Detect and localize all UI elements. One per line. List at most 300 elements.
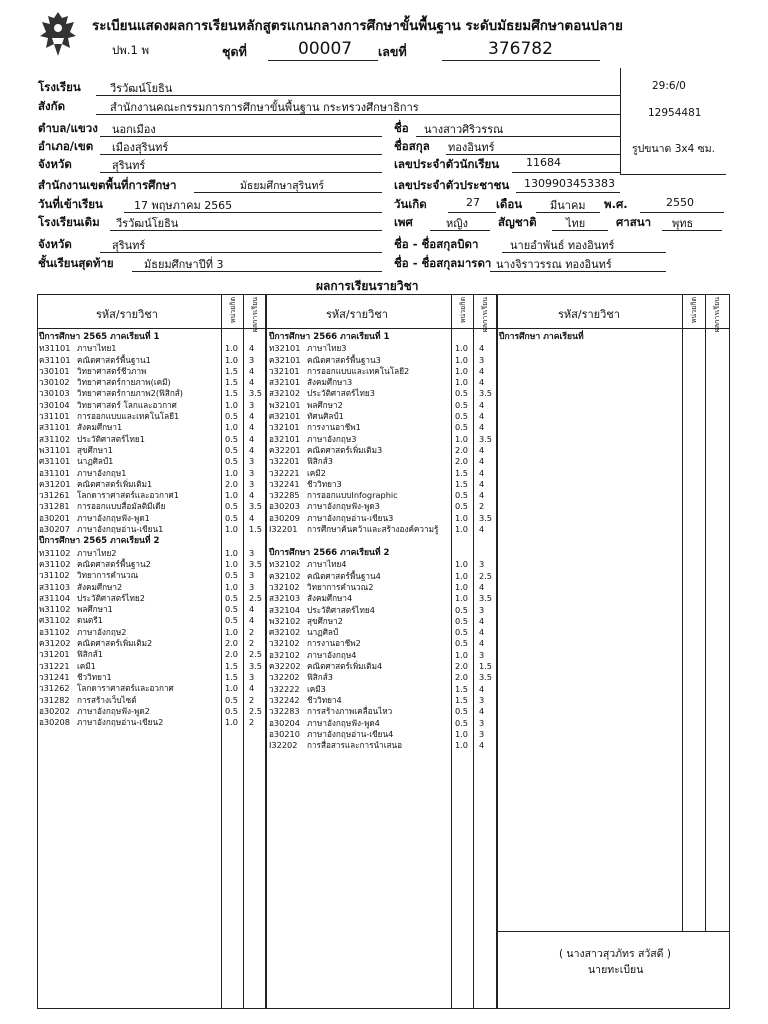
- subject-name: สังคมศึกษา4: [307, 593, 353, 604]
- credit-value: 1.0: [225, 547, 239, 558]
- credit-value: 0.5: [225, 512, 239, 523]
- grade-row: [39, 479, 266, 490]
- subject-code: ว32101: [269, 365, 300, 376]
- subject-code: ว32102: [269, 581, 300, 592]
- subject-code: ค32201: [269, 444, 301, 455]
- grade-value: 3: [249, 570, 255, 581]
- credit-value: 1.0: [455, 593, 469, 604]
- school-label: โรงเรียน: [38, 80, 81, 94]
- grade-value: 3: [249, 581, 255, 592]
- grade-value: 4: [249, 411, 255, 422]
- semester-title: ปีการศึกษา 2565 ภาคเรียนที่ 1: [39, 332, 160, 342]
- subject-name: การออกแบบInfographic: [307, 490, 398, 501]
- birth-year: 2550: [666, 196, 694, 209]
- grade-row: [269, 343, 496, 354]
- subject-name: ภาษาไทย4: [307, 559, 347, 570]
- subject-name: ฟิสิกส์3: [307, 672, 333, 683]
- credit-value: 1.0: [455, 581, 469, 592]
- credit-value: 0.5: [455, 490, 469, 501]
- grade-row: [39, 422, 266, 433]
- subject-name: ภาษาอังกฤษอ่าน-เขียน3: [307, 512, 394, 523]
- subject-code: พ31102: [39, 604, 71, 615]
- credit-value: 1.0: [225, 399, 239, 410]
- grade-row: [39, 570, 266, 581]
- grade-value: 3.5: [249, 388, 263, 399]
- credit-value: 0.5: [225, 433, 239, 444]
- subject-code: ท31101: [39, 343, 71, 354]
- grade-row: [269, 684, 496, 695]
- grade-value: 3: [479, 728, 485, 739]
- credit-value: 2.0: [455, 672, 469, 683]
- grade-row: [269, 740, 496, 751]
- credit-value: 1.0: [455, 649, 469, 660]
- grade-row: [39, 717, 266, 728]
- subject-name: โลกดาราศาสตร์และอวกาศ: [77, 683, 174, 694]
- credit-value: 1.5: [455, 467, 469, 478]
- credit-value: 1.5: [225, 388, 239, 399]
- subject-name: ภาษาอังกฤษฟัง-พูด2: [77, 705, 150, 716]
- grade-value: 3: [479, 694, 485, 705]
- subject-name: การออกแบบสื่อมัลติมีเดีย: [77, 501, 166, 512]
- grade-value: 3.5: [479, 433, 493, 444]
- credit-value: 0.5: [225, 694, 239, 705]
- subject-code: ว32283: [269, 706, 300, 717]
- subject-code: ส31101: [39, 422, 71, 433]
- grade-row: [39, 524, 266, 535]
- grade-row: [39, 388, 266, 399]
- grade-value: 4: [249, 377, 255, 388]
- form-code: ปพ.1 พ: [112, 43, 150, 57]
- grade-value: 3: [479, 559, 485, 570]
- credit-value: 0.5: [225, 444, 239, 455]
- subject-code: ท32101: [269, 343, 301, 354]
- father-value: นายอำพันธ์ ทองอินทร์: [510, 239, 615, 252]
- subject-code: อ31101: [39, 467, 70, 478]
- grade-value: 3: [249, 547, 255, 558]
- grade-row: [269, 434, 496, 445]
- subject-name: ภาษาอังกฤษอ่าน-เขียน1: [77, 524, 164, 535]
- subject-code: อ30210: [269, 728, 300, 739]
- credit-value: 0.5: [455, 388, 469, 399]
- subject-code: ส31102: [39, 433, 71, 444]
- grade-row: [39, 343, 266, 354]
- subject-name: คณิตศาสตร์พื้นฐาน3: [307, 354, 381, 365]
- grade-row: [269, 661, 496, 672]
- credit-value: 2.0: [225, 649, 239, 660]
- credit-value: 1.0: [455, 512, 469, 523]
- credit-value: 1.0: [225, 683, 239, 694]
- credit-value: 0.5: [225, 501, 239, 512]
- doc-no-label: เลขที่: [378, 44, 407, 59]
- credit-value: 1.0: [455, 433, 469, 444]
- grade-row: [269, 501, 496, 512]
- col1-credit-header: หน่วยกิต: [229, 297, 237, 324]
- subject-code: อ30208: [39, 717, 70, 728]
- grade-row: [269, 524, 496, 544]
- grade-row: [269, 718, 496, 729]
- grade-value: 4: [249, 422, 255, 433]
- credit-value: 2.0: [225, 638, 239, 649]
- subject-code: ท32102: [269, 559, 301, 570]
- grade-value: 4: [479, 683, 485, 694]
- subject-name: วิทยาศาสตร์กายภาพ(เคมี): [77, 377, 171, 388]
- grade-value: 2: [249, 626, 255, 637]
- subject-name: การสร้างเว็บไซต์: [77, 694, 137, 705]
- grade-row: [269, 422, 496, 433]
- grade-row: [269, 650, 496, 661]
- subject-code: ว32222: [269, 683, 300, 694]
- grade-value: 4: [249, 512, 255, 523]
- grade-row: [39, 683, 266, 694]
- grade-row: [269, 672, 496, 683]
- subject-name: การงานอาชีพ1: [307, 422, 361, 433]
- doc-number: 376782: [488, 39, 553, 59]
- mother-value: นางจิราวรรณ ทองอินทร์: [496, 258, 612, 271]
- semester-title: ปีการศึกษา 2566 ภาคเรียนที่ 1: [269, 332, 390, 342]
- grade-row: [269, 468, 496, 479]
- grade-value: 2: [479, 501, 485, 512]
- grade-row: [269, 479, 496, 490]
- grade-row: [39, 615, 266, 626]
- school-value: วีรวัฒน์โยธิน: [110, 82, 173, 95]
- col2-subject-header: รหัส/รายวิชา: [326, 308, 388, 321]
- subject-code: ส31104: [39, 592, 71, 603]
- subject-name: พลศึกษา2: [307, 399, 343, 410]
- grade-value: 4: [249, 490, 255, 501]
- credit-value: 1.0: [225, 626, 239, 637]
- col3-credit-header: หน่วยกิต: [690, 297, 698, 324]
- subject-name: ภาษาอังกฤษ1: [77, 467, 127, 478]
- subject-name: ชีววิทยา1: [77, 671, 112, 682]
- subject-name: ภาษาไทย3: [307, 343, 347, 354]
- subject-code: ค32202: [269, 661, 301, 672]
- province-value: สุรินทร์: [112, 159, 146, 172]
- subject-code: ค31202: [39, 638, 71, 649]
- subject-name: ภาษาไทย2: [77, 547, 117, 558]
- subject-name: คณิตศาสตร์เพิ่มเติม4: [307, 661, 383, 672]
- semester-title: ปีการศึกษา 2565 ภาคเรียนที่ 2: [39, 536, 160, 547]
- subject-name: การสร้างภาพเคลื่อนไหว: [307, 706, 393, 717]
- set-number: 00007: [298, 39, 353, 59]
- grade-value: 2.5: [249, 705, 263, 716]
- subject-code: ว31201: [39, 649, 70, 660]
- citizen-id-value: 1309903453383: [524, 177, 615, 190]
- signature-position: นายทะเบียน: [588, 964, 644, 976]
- nation-label: สัญชาติ: [498, 215, 537, 229]
- grade-row: [269, 605, 496, 616]
- grade-row: [39, 695, 266, 706]
- grade-row: [269, 490, 496, 501]
- subject-code: ว31221: [39, 660, 70, 671]
- subject-name: คณิตศาสตร์พื้นฐาน1: [77, 354, 151, 365]
- grade-row: [269, 627, 496, 638]
- col1-subject-header: รหัส/รายวิชา: [96, 308, 158, 321]
- grade-value: 3: [249, 478, 255, 489]
- credit-value: 2.0: [455, 661, 469, 672]
- credit-value: 0.5: [455, 501, 469, 512]
- grade-row: [39, 411, 266, 422]
- set-label: ชุดที่: [222, 44, 247, 59]
- subject-name: สังคมศึกษา3: [307, 377, 353, 388]
- grade-row: [39, 604, 266, 615]
- subject-code: ว31282: [39, 694, 70, 705]
- religion-label: ศาสนา: [616, 215, 652, 229]
- subject-code: ว31262: [39, 683, 70, 694]
- grade-value: 4: [479, 399, 485, 410]
- subject-code: ว32241: [269, 478, 300, 489]
- subject-name: ภาษาอังกฤษอ่าน-เขียน2: [77, 717, 164, 728]
- subject-code: ส32103: [269, 593, 301, 604]
- subject-name: เคมี1: [77, 660, 96, 671]
- subject-code: I32201: [269, 524, 298, 535]
- credit-value: 2.0: [455, 444, 469, 455]
- subject-name: การงานอาชีพ2: [307, 638, 361, 649]
- credit-value: 1.0: [225, 343, 239, 354]
- subject-code: ส32102: [269, 388, 301, 399]
- grade-row: [39, 456, 266, 467]
- subject-code: ว31261: [39, 490, 70, 501]
- district-label: อำเภอ/เขต: [38, 139, 94, 153]
- credit-value: 1.0: [225, 581, 239, 592]
- grade-value: 4: [479, 627, 485, 638]
- credit-value: 1.5: [225, 365, 239, 376]
- grade-value: 4: [479, 490, 485, 501]
- subject-name: ฟิสิกส์3: [307, 456, 333, 467]
- subject-code: ค32101: [269, 354, 301, 365]
- grade-value: 3: [249, 399, 255, 410]
- credit-value: 1.0: [455, 343, 469, 354]
- credit-value: 0.5: [455, 638, 469, 649]
- credit-value: 0.5: [455, 615, 469, 626]
- subject-code: ศ31101: [39, 456, 71, 467]
- grade-value: 4: [479, 581, 485, 592]
- name-value: นางสาวศิริวรรณ: [424, 123, 504, 136]
- grade-row: [269, 559, 496, 570]
- credit-value: 2.0: [225, 478, 239, 489]
- mother-label: ชื่อ - ชื่อสกุลมารดา: [394, 256, 492, 270]
- subject-code: ว30102: [39, 377, 70, 388]
- subject-name: การศึกษาค้นคว้าและสร้างองค์ความรู้: [307, 524, 439, 535]
- col3-subject-header: รหัส/รายวิชา: [558, 308, 620, 321]
- grade-row: [39, 468, 266, 479]
- subject-code: ส32101: [269, 377, 301, 388]
- grade-row: [39, 355, 266, 366]
- grade-value: 3.5: [479, 512, 493, 523]
- student-id-label: เลขประจำตัวนักเรียน: [394, 157, 500, 171]
- credit-value: 0.5: [455, 706, 469, 717]
- credit-value: 2.0: [455, 456, 469, 467]
- grade-value: 3.5: [479, 593, 493, 604]
- credit-value: 1.0: [225, 717, 239, 728]
- subdistrict-label: ตำบล/แขวง: [38, 121, 98, 135]
- credit-value: 1.0: [225, 490, 239, 501]
- grade-row: [269, 593, 496, 604]
- subject-code: ว30101: [39, 365, 70, 376]
- subject-code: ท31102: [39, 547, 71, 558]
- subject-name: พลศึกษา1: [77, 604, 113, 615]
- name-label: ชื่อ: [394, 121, 409, 135]
- grade-value: 3.5: [479, 388, 493, 399]
- student-id-value: 11684: [526, 156, 561, 169]
- subject-name: สุขศึกษา2: [307, 615, 343, 626]
- garuda-emblem-icon: [38, 8, 78, 60]
- subject-name: คณิตศาสตร์พื้นฐาน4: [307, 570, 381, 581]
- credit-value: 0.5: [225, 456, 239, 467]
- grade-row: [39, 672, 266, 683]
- subject-code: ว32242: [269, 694, 300, 705]
- grade-value: 4: [249, 615, 255, 626]
- grade-row: [39, 548, 266, 559]
- subject-name: ภาษาอังกฤษอ่าน-เขียน4: [307, 728, 394, 739]
- credit-value: 1.0: [455, 740, 469, 751]
- subject-code: อ30207: [39, 524, 70, 535]
- grade-value: 4: [249, 683, 255, 694]
- subject-name: เคมี2: [307, 467, 326, 478]
- subject-code: อ30209: [269, 512, 300, 523]
- credit-value: 0.5: [455, 399, 469, 410]
- subject-code: ว32201: [269, 456, 300, 467]
- credit-value: 0.5: [225, 615, 239, 626]
- col1-grade-header: ผลการเรียน: [251, 297, 259, 333]
- prev-province-label: จังหวัด: [38, 237, 72, 251]
- semester-title: ปีการศึกษา ภาคเรียนที่: [499, 332, 584, 342]
- subject-code: ว32202: [269, 672, 300, 683]
- last-grade-label: ชั้นเรียนสุดท้าย: [38, 256, 114, 270]
- credit-value: 1.0: [225, 467, 239, 478]
- grade-row: [269, 377, 496, 388]
- subject-name: ภาษาอังกฤษ2: [77, 626, 127, 637]
- credit-value: 0.5: [225, 592, 239, 603]
- side-code1: 29:6/0: [652, 80, 686, 92]
- subject-code: อ30204: [269, 717, 300, 728]
- grade-value: 4: [479, 467, 485, 478]
- grade-row: [39, 366, 266, 377]
- grade-row: [269, 582, 496, 593]
- surname-label: ชื่อสกุล: [394, 139, 430, 153]
- subject-name: ภาษาอังกฤษ3: [307, 433, 357, 444]
- credit-value: 1.0: [455, 365, 469, 376]
- grade-value: 4: [479, 478, 485, 489]
- grade-value: 3.5: [249, 501, 263, 512]
- subject-code: ว30104: [39, 399, 70, 410]
- grade-value: 4: [479, 365, 485, 376]
- grade-row: [269, 355, 496, 366]
- credit-value: 1.5: [455, 683, 469, 694]
- subject-code: ค31101: [39, 354, 71, 365]
- district-value: เมืองสุรินทร์: [112, 141, 169, 154]
- grade-value: 4: [249, 433, 255, 444]
- subject-name: ประวัติศาสตร์ไทย3: [307, 388, 375, 399]
- credit-value: 1.0: [225, 558, 239, 569]
- subject-code: อ31102: [39, 626, 70, 637]
- subject-name: นาฏศิลป์: [307, 627, 339, 638]
- subject-code: I32202: [269, 740, 298, 751]
- credit-value: 1.5: [225, 377, 239, 388]
- grade-row: [269, 388, 496, 399]
- credit-value: 0.5: [455, 717, 469, 728]
- subject-code: อ32101: [269, 433, 300, 444]
- grade-value: 3: [479, 717, 485, 728]
- subject-name: วิทยาศาสตร์ชีวภาพ: [77, 365, 147, 376]
- col2-credit-header: หน่วยกิต: [459, 297, 467, 324]
- grade-row: [269, 706, 496, 717]
- subject-code: ว31241: [39, 671, 70, 682]
- subject-name: การออกแบบและเทคโนโลยี1: [77, 411, 180, 422]
- grade-value: 4: [479, 706, 485, 717]
- credit-value: 1.0: [455, 559, 469, 570]
- subject-name: ภาษาอังกฤษฟัง-พูด3: [307, 501, 380, 512]
- year-label: พ.ศ.: [604, 197, 628, 211]
- grade-row: [39, 638, 266, 649]
- credit-value: 1.0: [455, 377, 469, 388]
- grade-value: 4: [479, 422, 485, 433]
- credit-value: 0.5: [455, 422, 469, 433]
- grade-value: 4: [479, 377, 485, 388]
- nation-value: ไทย: [566, 217, 586, 230]
- grade-row: [39, 706, 266, 717]
- subject-name: ภาษาอังกฤษฟัง-พูด1: [77, 512, 150, 523]
- subject-code: อ32102: [269, 649, 300, 660]
- grade-value: 2: [249, 717, 255, 728]
- credit-value: 1.0: [455, 354, 469, 365]
- grade-row: [39, 513, 266, 524]
- credit-value: 0.5: [455, 411, 469, 422]
- subject-code: ศ32101: [269, 411, 301, 422]
- grade-value: 3: [479, 604, 485, 615]
- subject-name: ดนตรี1: [77, 615, 103, 626]
- subject-code: ว32285: [269, 490, 300, 501]
- affiliation-value: สำนักงานคณะกรรมการการศึกษาขั้นพื้นฐาน กระทรวงศึกษาธิการ: [110, 101, 419, 114]
- grade-value: 3: [249, 456, 255, 467]
- grade-row: [269, 695, 496, 706]
- subject-name: ภาษาไทย1: [77, 343, 117, 354]
- credit-value: 0.5: [225, 604, 239, 615]
- grade-row: [269, 638, 496, 649]
- grade-value: 2: [249, 638, 255, 649]
- credit-value: 1.0: [225, 354, 239, 365]
- grade-row: [39, 445, 266, 456]
- subject-name: ชีววิทยา3: [307, 478, 342, 489]
- grade-value: 1.5: [249, 524, 263, 535]
- grade-row: [269, 616, 496, 627]
- sex-label: เพศ: [394, 215, 413, 229]
- area-value: มัธยมศึกษาสุรินทร์: [240, 180, 325, 192]
- credit-value: 0.5: [455, 604, 469, 615]
- grade-row: [269, 400, 496, 411]
- grade-value: 4: [479, 343, 485, 354]
- subject-code: ส31103: [39, 581, 71, 592]
- credit-value: 0.5: [455, 627, 469, 638]
- area-label: สำนักงานเขตพื้นที่การศึกษา: [38, 178, 177, 192]
- grades-column-3: [499, 332, 729, 343]
- subject-name: ฟิสิกส์1: [77, 649, 103, 660]
- grade-value: 4: [249, 365, 255, 376]
- subject-name: วิทยาศาสตร์ โลกและอวกาศ: [77, 399, 177, 410]
- last-grade-value: มัธยมศึกษาปีที่ 3: [144, 258, 224, 271]
- grade-value: 4: [249, 444, 255, 455]
- subject-name: ภาษาอังกฤษฟัง-พูด4: [307, 717, 380, 728]
- grade-value: 3.5: [249, 558, 263, 569]
- page-title: ระเบียนแสดงผลการเรียนหลักสูตรแกนกลางการศึกษาขั้นพื้นฐาน ระดับมัธยมศึกษาตอนปลาย: [92, 18, 623, 34]
- surname-value: ทองอินทร์: [448, 141, 495, 154]
- province-label: จังหวัด: [38, 157, 72, 171]
- subject-code: ว31102: [39, 570, 70, 581]
- grade-row: [269, 411, 496, 422]
- grades-column-1: [39, 332, 266, 728]
- sex-value: หญิง: [446, 217, 468, 230]
- credit-value: 1.0: [225, 422, 239, 433]
- grade-row: [39, 377, 266, 388]
